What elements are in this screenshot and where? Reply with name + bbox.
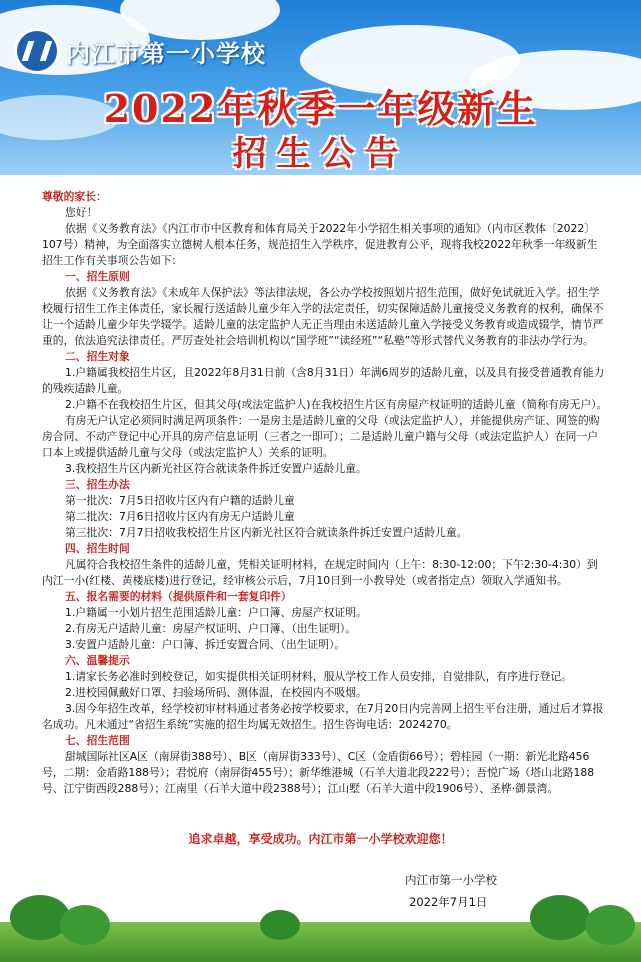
- section-item: 第二批次：7月6日招收片区内有房无户适龄儿童: [65, 510, 295, 523]
- section-item: 2.有房无户适龄儿童：房屋产权证明、户口簿、（出生证明）。: [65, 622, 357, 635]
- greeting: 您好！: [65, 206, 98, 219]
- notice-body: [42, 189, 608, 797]
- section-paragraph: 依据《义务教育法》《未成年人保护法》等法律法规，各公办学校按照划片招生范围，做好免试就近入学。招生学校履行招生工作主体责任，家长履行送适龄儿童少年入学的法定责任，切实保障适龄儿童接受义务教育的权利，确保不让一个适龄儿童少年失学辍学。适龄儿童的法定监护人无正当理由未送适龄儿童入学接受义务教育或造成辍学，情节严重的，依法追究法律责任。严厉查处社会培训机构以“国学班”“读经班”“私塾”等形式替代义务教育的非法办学行为。: [42, 286, 604, 347]
- section-heading: 三、招生办法: [65, 478, 130, 491]
- section-item: 3.我校招生片区内新光社区符合就读条件拆迁安置户适龄儿童。: [65, 462, 367, 475]
- section-heading: 一、招生原则: [65, 270, 130, 283]
- section-item: 第一批次：7月5日招收片区内有户籍的适龄儿童: [65, 494, 295, 507]
- title-line1: 2022年秋季一年级新生: [103, 86, 538, 131]
- tree-decoration: [60, 905, 110, 945]
- section-item: 有房无户认定必须同时满足两项条件：一是房主是适龄儿童的父母（或法定监护人），并能提供房产证、网签的购房合同、不动产登记中心开具的房产信息证明（三者之一即可）；二是适龄儿童户籍与父母（或法定监护人）在同一户口本上或提供适龄儿童与父母（或法定监护人）关系的证明。: [42, 414, 600, 459]
- section-item: 3.安置户适龄儿童：户口簿、拆迁安置合同、（出生证明）。: [65, 638, 346, 651]
- section-heading: 二、招生对象: [65, 350, 130, 363]
- section-item: 2.户籍不在我校招生片区，但其父母(或法定监护人)在我校招生片区有房屋产权证明的适龄儿童（简称有房无户）。: [65, 398, 608, 411]
- slogan: 追求卓越，享受成功。内江市第一小学校欢迎您！: [188, 832, 453, 846]
- section-heading: 五、报名需要的材料（提供原件和一套复印件）: [65, 590, 292, 603]
- title-line2: 招生公告: [232, 134, 409, 174]
- section-item: 1.请家长务必准时到校登记，如实提供相关证明材料，服从学校工作人员安排，自觉排队，有序进行登记。: [65, 670, 572, 683]
- school-logo: [14, 28, 60, 74]
- section-item: 2.进校园佩戴好口罩、扫验场所码、测体温，在校园内不吸烟。: [65, 686, 367, 699]
- header-banner: [0, 0, 641, 175]
- section-heading: 六、温馨提示: [65, 654, 130, 667]
- section-heading: 四、招生时间: [65, 542, 130, 555]
- section-item: 第三批次：7月7日招收我校招生片区内新光社区符合就读条件拆迁安置户适龄儿童。: [65, 526, 468, 539]
- sections-container: [42, 269, 608, 797]
- date: 2022年7月1日: [409, 895, 488, 909]
- signature: 内江市第一小学校: [405, 873, 497, 887]
- section-item: 3.因今年招生改革，经学校初审材料通过者务必按学校要求，在7月20日内完善网上招生平台注册，通过后才算报名成功。凡未通过“省招生系统”实施的招生均属无效招生。招生咨询电话：2024270。: [42, 702, 604, 731]
- section-heading: 七、招生范围: [65, 734, 130, 747]
- school-name: 内江市第一小学校: [66, 39, 266, 68]
- tree-decoration: [260, 910, 300, 940]
- tree-decoration: [585, 905, 635, 945]
- tree-decoration: [530, 895, 590, 940]
- salutation: 尊敬的家长：: [42, 190, 107, 203]
- section-paragraph: 甜城国际社区A区（南屏街388号）、B区（南屏街333号）、C区（金盾街66号）；碧桂园（一期：新光北路456号，二期：金盾路188号）；君悦府（南屏街455号）；新华维港城（石羊大道北段222号）；吾悦广场（塔山北路188号、江宁街西段288号）；江南里（石羊大道中段2388号）；江山墅（石羊大道中段1906号）、圣桦·御景湾。: [42, 750, 595, 795]
- section-item: 1.户籍属我校招生片区，且2022年8月31日前（含8月31日）年满6周岁的适龄儿童，以及具有接受普通教育能力的残疾适龄儿童。: [42, 366, 605, 395]
- section-item: 1.户籍属一小划片招生范围适龄儿童：户口簿、房屋产权证明。: [65, 606, 367, 619]
- section-paragraph: 凡属符合我校招生条件的适龄儿童，凭相关证明材料，在规定时间内（上午：8:30-12:00；下午2:30-4:30）到内江一小(红楼、黄楼底楼)进行登记，经审核公示后，7月10日到一小教导处（或者指定点）领取入学通知书。: [42, 558, 598, 587]
- intro-paragraph: 依据《义务教育法》《内江市市中区教育和体育局关于2022年小学招生相关事项的通知》（内市区教体〔2022〕107号）精神，为全面落实立德树人根本任务，规范招生入学秩序，促进教育公平，现将我校2022年秋季一年级新生招生工作有关事项公告如下：: [42, 222, 598, 267]
